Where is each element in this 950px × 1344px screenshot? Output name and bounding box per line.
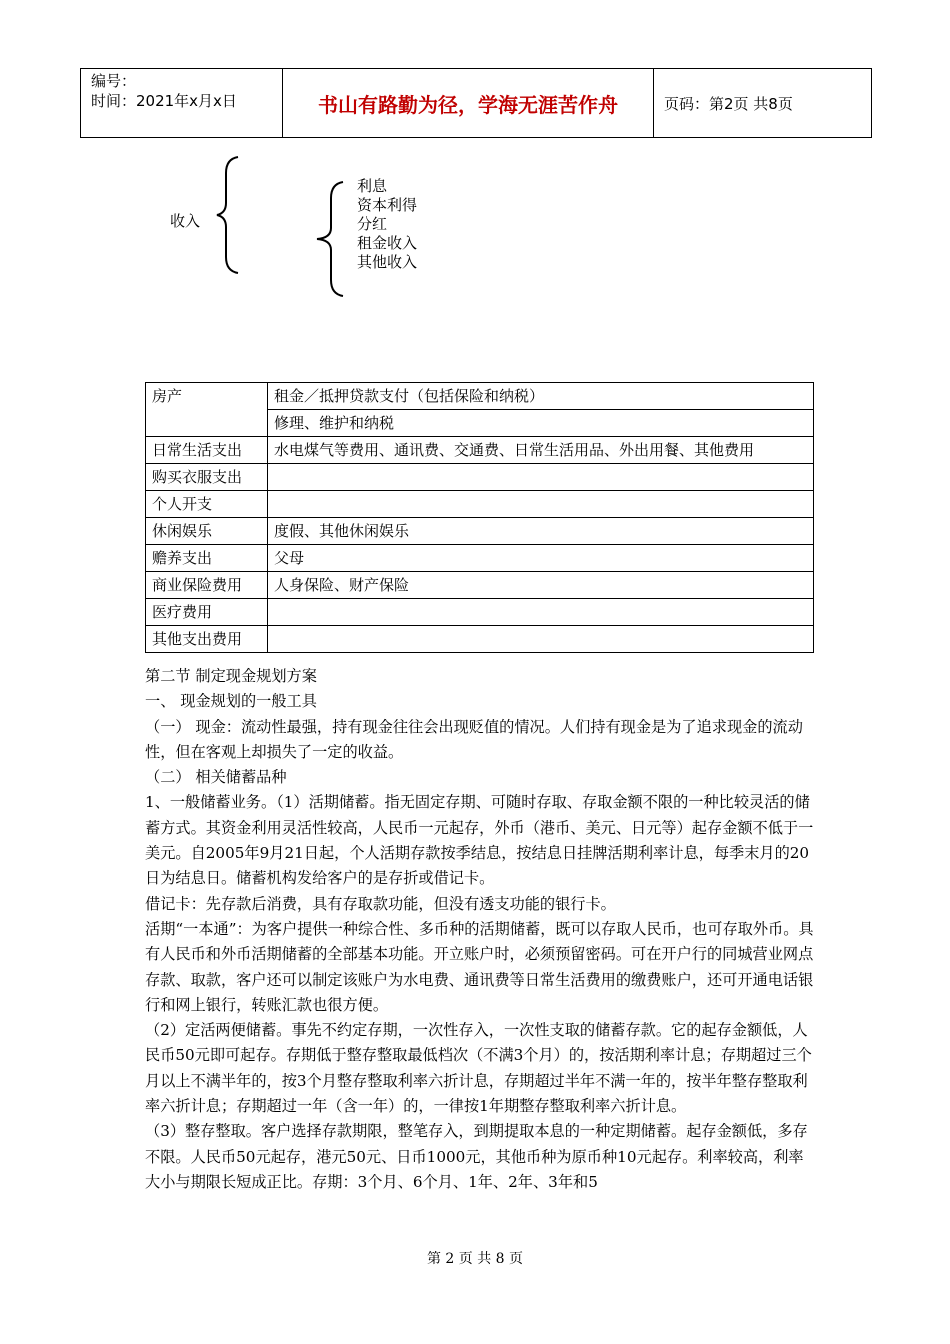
income-item: 其他收入 (357, 253, 418, 271)
table-row (146, 464, 814, 491)
table-cell-category: 休闲娱乐 (146, 518, 268, 545)
table-cell-detail: 水电煤气等费用、通讯费、交通费、日常生活用品、外出用餐、其他费用 (268, 437, 814, 464)
table-cell-detail: 修理、维护和纳税 (268, 410, 814, 437)
income-item: 分红 (357, 215, 388, 233)
expense-table (145, 382, 814, 653)
income-root-label: 收入 (170, 212, 201, 230)
table-cell-category: 其他支出费用 (146, 626, 268, 653)
paragraph-cash: （一） 现金：流动性最强，持有现金往往会出现贬值的情况。人们持有现金是为了追求现金的流动性，但在客观上却损失了一定的收益。 (145, 717, 803, 761)
table-row (146, 572, 814, 599)
table-cell-detail: 父母 (268, 545, 814, 572)
table-cell-category: 赡养支出 (146, 545, 268, 572)
inner-brace-icon (313, 180, 347, 298)
heading-level2: （二） 相关储蓄品种 (145, 768, 287, 787)
table-cell-detail: 人身保险、财产保险 (268, 572, 814, 599)
page-footer: 第 2 页 共 8 页 (426, 1251, 524, 1267)
income-item: 租金收入 (357, 234, 418, 252)
table-cell-detail (268, 491, 814, 518)
table-row (146, 437, 814, 464)
income-item: 资本利得 (357, 196, 418, 214)
table-row (146, 626, 814, 653)
table-row (146, 491, 814, 518)
paragraph-zhengcun: （3）整存整取。客户选择存款期限，整笔存入，到期提取本息的一种定期储蓄。起存金额低，多存不限。人民币50元起存，港元50元、日币1000元，其他币种为原币种10元起存。利率较高，利率大小与期限长短成正比。存期：3个月、6个月、1年、2年、3年和5 (145, 1122, 808, 1191)
table-cell-detail (268, 599, 814, 626)
paragraph-debit-card: 借记卡：先存款后消费，具有存取款功能，但没有透支功能的银行卡。 (145, 894, 616, 913)
table-cell-category: 商业保险费用 (146, 572, 268, 599)
table-cell-detail (268, 626, 814, 653)
table-cell-category: 购买衣服支出 (146, 464, 268, 491)
paragraph-general-savings: 1、一般储蓄业务。（1）活期储蓄。指无固定存期、可随时存取、存取金额不限的一种比较灵活的储蓄方式。其资金利用灵活性较高，人民币一元起存，外币（港币、美元、日元等）起存金额不低于一美元。自2005年9月21日起，个人活期存款按季结息，按结息日挂牌活期利率计息，每季末月的20日为结息日。储蓄机构发给客户的是存折或借记卡。 (145, 793, 814, 888)
table-cell-category: 个人开支 (146, 491, 268, 518)
table-row (146, 383, 814, 410)
table-cell-detail (268, 464, 814, 491)
paragraph-yibentong: 活期“一本通”：为客户提供一种综合性、多币种的活期储蓄，既可以存取人民币，也可存取外币。具有人民币和外币活期储蓄的全部基本功能。开立账户时，必须预留密码。可在开户行的同城营业网点存款、取款，客户还可以制定该账户为水电费、通讯费等日常生活费用的缴费账户，还可开通电话银行和网上银行，转账汇款也很方便。 (145, 919, 814, 1014)
header-time-label: 时间：2021年x月x日 (91, 92, 237, 110)
header-number-label: 编号： (91, 72, 137, 90)
table-cell-category: 医疗费用 (146, 599, 268, 626)
table-cell-detail: 度假、其他休闲娱乐 (268, 518, 814, 545)
outer-brace-icon (214, 155, 244, 275)
income-item: 利息 (357, 177, 388, 195)
table-cell-detail: 租金／抵押贷款支付（包括保险和纳税） (268, 383, 814, 410)
header-page-info: 页码：第2页 共8页 (664, 94, 793, 113)
header-meta (81, 69, 283, 137)
document-header (80, 68, 872, 138)
table-cell-category: 房产 (146, 383, 268, 437)
table-row (146, 518, 814, 545)
table-cell-category: 日常生活支出 (146, 437, 268, 464)
header-motto: 书山有路勤为径，学海无涯苦作舟 (283, 69, 654, 137)
income-items-list (357, 177, 417, 272)
table-row (146, 545, 814, 572)
table-row (146, 599, 814, 626)
heading-level1: 一、 现金规划的一般工具 (145, 692, 317, 711)
section-title: 第二节 制定现金规划方案 (145, 667, 317, 685)
body-text (145, 664, 815, 1195)
paragraph-dinghuo: （2）定活两便储蓄。事先不约定存期，一次性存入，一次性支取的储蓄存款。它的起存金额低，人民币50元即可起存。存期低于整存整取最低档次（不满3个月）的，按活期利率计息；存期超过三个月以上不满半年的，按3个月整存整取利率六折计息，存期超过半年不满一年的，按半年整存整取利率六折计息；存期超过一年（含一年）的，一律按1年期整存整取利率六折计息。 (145, 1021, 812, 1116)
